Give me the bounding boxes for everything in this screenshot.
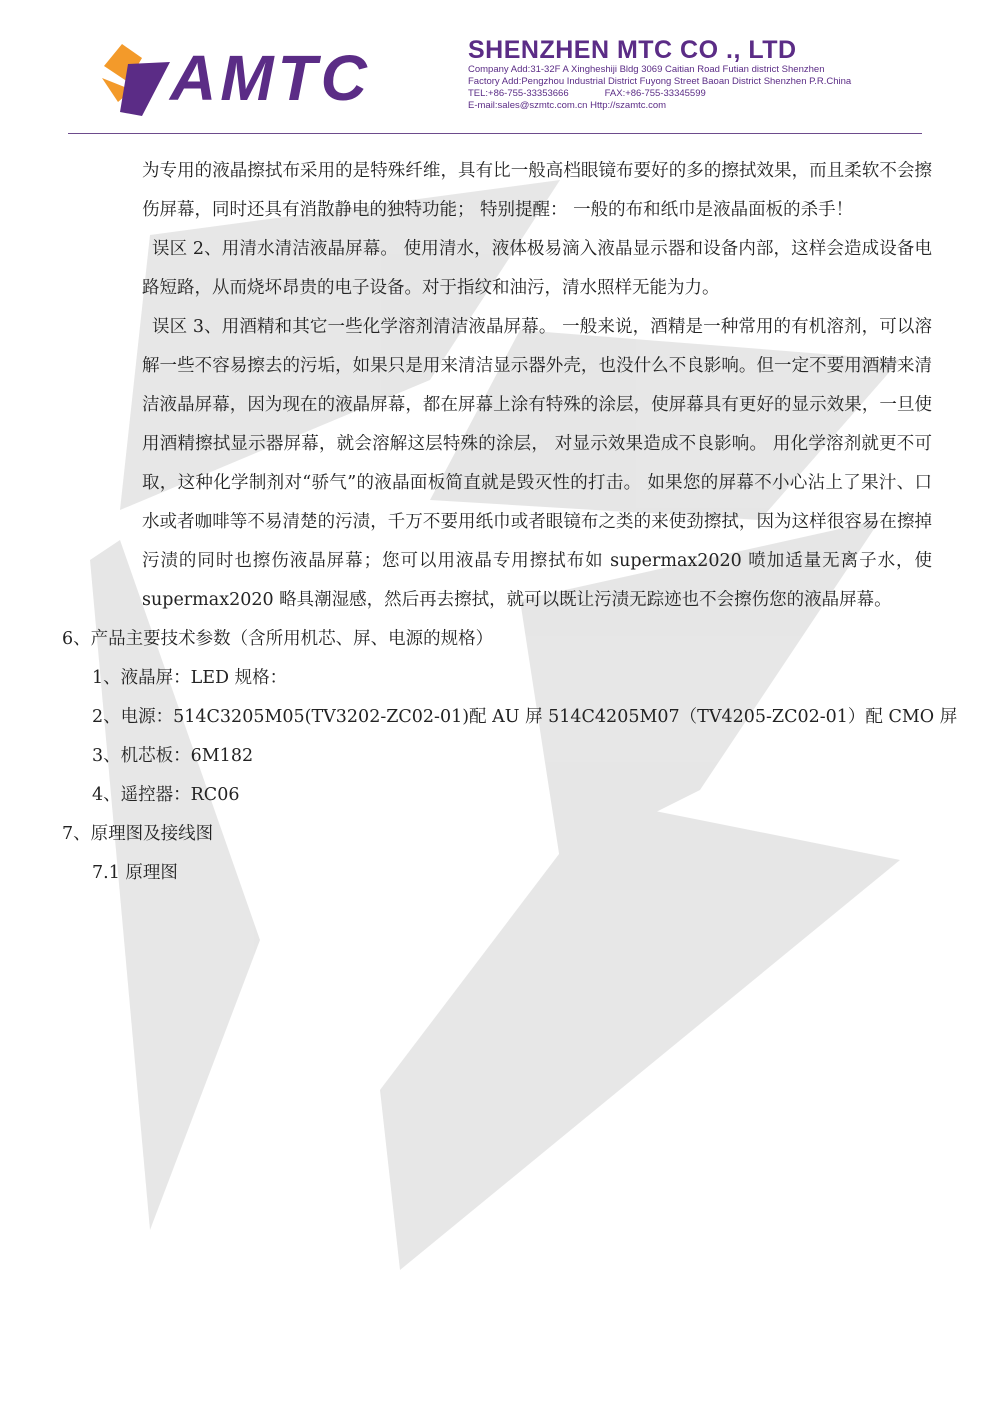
paragraph-cleaning-cloth: 为专用的液晶擦拭布采用的是特殊纤维，具有比一般高档眼镜布要好的多的擦拭效果，而且柔软不会擦伤屏幕，同时还具有消散静电的独特功能； 特别提醒： 一般的布和纸巾是液晶面板的杀手！ <box>142 161 932 220</box>
company-info <box>468 36 948 112</box>
company-name: SHENZHEN MTC CO ., LTD <box>468 36 797 64</box>
spec-mainboard: 3、机芯板：6M182 <box>92 746 254 766</box>
logo-text: AMTC <box>170 42 371 114</box>
header-divider <box>68 133 922 134</box>
paragraph-mistake-3: 误区 3、用酒精和其它一些化学溶剂清洁液晶屏幕。 一般来说，酒精是一种常用的有机溶剂，可以溶解一些不容易擦去的污垢，如果只是用来清洁显示器外壳，也没什么不良影响。但一定不要用酒精来清洁液晶屏幕，因为现在的液晶屏幕，都在屏幕上涂有特殊的涂层，使屏幕具有更好的显示效果，一旦使用酒精擦拭显示器屏幕，就会溶解这层特殊的涂层， 对显示效果造成不良影响。 用化学溶剂就更不可取，这种化学制剂对“骄气”的液晶面板简直就是毁灭性的打击。 如果您的屏幕不小心沾上了果汁、口水或者咖啡等不易清楚的污渍，千万不要用纸巾或者眼镜布之类的来使劲擦拭，因为这样很容易在擦掉污渍的同时也擦伤液晶屏幕；您可以用液晶专用擦拭布如 supermax2020 喷加适量无离子水，使 supermax2020 略具潮湿感，然后再去擦拭，就可以既让污渍无踪迹也不会擦伤您的液晶屏幕。 <box>142 317 932 610</box>
tel: TEL:+86-755-33353666 <box>468 88 569 99</box>
section-7-1-heading: 7.1 原理图 <box>92 863 178 883</box>
company-logo <box>98 36 448 118</box>
factory-address: Factory Add:Pengzhou Industrial District Fuyong Street Baoan District Shenzhen P.R.China <box>468 76 852 87</box>
section-7-heading: 7、原理图及接线图 <box>62 824 214 844</box>
phone-fax-line <box>468 88 948 100</box>
document-body <box>0 152 993 893</box>
spec-lcd-screen: 1、液晶屏：LED 规格： <box>92 668 288 688</box>
fax: FAX:+86-755-33345599 <box>604 88 706 99</box>
spec-remote-control: 4、遥控器：RC06 <box>92 785 240 805</box>
paragraph-mistake-2: 误区 2、用清水清洁液晶屏幕。 使用清水，液体极易滴入液晶显示器和设备内部，这样会造成设备电路短路，从而烧坏昂贵的电子设备。对于指纹和油污，清水照样无能为力。 <box>142 239 932 298</box>
letterhead <box>0 0 993 140</box>
email-website: E-mail:sales@szmtc.com.cn Http://szamtc.com <box>468 100 667 111</box>
section-6-heading: 6、产品主要技术参数（含所用机芯、屏、电源的规格） <box>62 629 494 649</box>
company-address: Company Add:31-32F A Xingheshiji Bldg 3069 Caitian Road Futian district Shenzhen <box>468 64 825 75</box>
spec-power-supply: 2、电源：514C3205M05(TV3202-ZC02-01)配 AU 屏 514C4205M07（TV4205-ZC02-01）配 CMO 屏 <box>92 707 958 727</box>
